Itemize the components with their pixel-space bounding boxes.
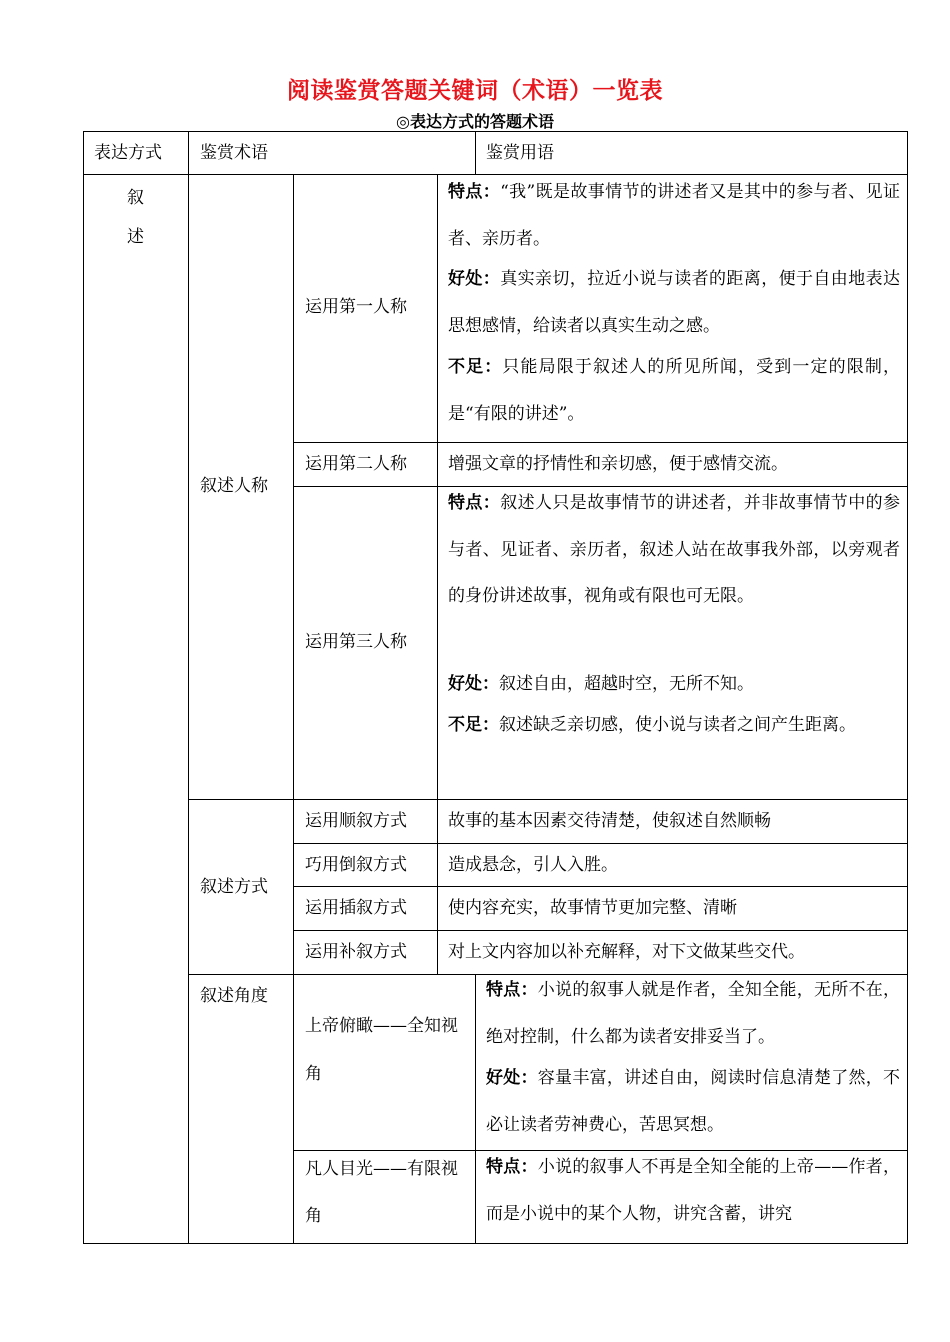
header-appreciation-term: 鉴赏术语 bbox=[200, 143, 268, 163]
group-label-narrative-method: 叙述方式 bbox=[200, 877, 268, 897]
group-label-narrative-angle: 叙述角度 bbox=[200, 986, 268, 1006]
header-appreciation-phrase: 鉴赏用语 bbox=[486, 143, 554, 163]
feature-key: 特点： bbox=[448, 182, 501, 202]
flashback-description: 造成悬念，引人入胜。 bbox=[448, 855, 618, 875]
drawback-key: 不足： bbox=[448, 715, 499, 735]
chronological-description: 故事的基本因素交待清楚，使叙述自然顺畅 bbox=[448, 811, 771, 831]
term-chronological: 运用顺叙方式 bbox=[305, 811, 407, 831]
drawback-key: 不足： bbox=[448, 357, 503, 377]
third-person-benefits: 好处：叙述自由，超越时空，无所不知。 bbox=[448, 674, 754, 694]
term-first-person: 运用第一人称 bbox=[305, 297, 407, 317]
feature-key: 特点： bbox=[486, 980, 538, 1000]
category-narration-char-2: 述 bbox=[127, 227, 144, 247]
first-person-drawbacks: 不足：只能局限于叙述人的所见所闻，受到一定的限制，是“有限的讲述”。 bbox=[448, 357, 900, 424]
benefit-key: 好处： bbox=[448, 269, 501, 289]
limited-view-features: 特点：小说的叙事人不再是全知全能的上帝——作者，而是小说中的某个人物，讲究含蓄，讲究 bbox=[486, 1157, 901, 1224]
term-interpolation: 运用插叙方式 bbox=[305, 898, 407, 918]
document-title: 阅读鉴赏答题关键词（术语）一览表 bbox=[287, 78, 663, 104]
term-third-person: 运用第三人称 bbox=[305, 632, 407, 652]
omniscient-benefits: 好处：容量丰富，讲述自由，阅读时信息清楚了然，不必让读者劳神费心，苦思冥想。 bbox=[486, 1068, 901, 1135]
header-expression-mode: 表达方式 bbox=[94, 143, 162, 163]
third-person-features: 特点：叙述人只是故事情节的讲述者，并非故事情节中的参与者、见证者、亲历者，叙述人站在故事我外部，以旁观者的身份讲述故事，视角或有限也可无限。 bbox=[448, 493, 901, 607]
section-subtitle: ◎表达方式的答题术语 bbox=[396, 112, 554, 131]
category-narration-char-1: 叙 bbox=[127, 188, 144, 208]
feature-key: 特点： bbox=[486, 1157, 538, 1177]
benefit-key: 好处： bbox=[448, 674, 499, 694]
third-person-drawbacks: 不足：叙述缺乏亲切感，使小说与读者之间产生距离。 bbox=[448, 715, 856, 735]
first-person-benefits: 好处：真实亲切，拉近小说与读者的距离，便于自由地表达思想感情，给读者以真实生动之感。 bbox=[448, 269, 901, 336]
term-second-person: 运用第二人称 bbox=[305, 454, 407, 474]
first-person-features: 特点：“我”既是故事情节的讲述者又是其中的参与者、见证者、亲历者。 bbox=[448, 182, 900, 249]
second-person-description: 增强文章的抒情性和亲切感，便于感情交流。 bbox=[448, 454, 788, 474]
group-label-narrative-person: 叙述人称 bbox=[200, 476, 268, 496]
omniscient-features: 特点：小说的叙事人就是作者，全知全能，无所不在，绝对控制，什么都为读者安排妥当了。 bbox=[486, 980, 901, 1047]
interpolation-description: 使内容充实，故事情节更加完整、清晰 bbox=[448, 898, 737, 918]
term-supplementary: 运用补叙方式 bbox=[305, 942, 407, 962]
feature-key: 特点： bbox=[448, 493, 501, 513]
benefit-key: 好处： bbox=[486, 1068, 538, 1088]
term-omniscient-view: 上帝俯瞰——全知视角 bbox=[305, 1016, 458, 1084]
term-limited-view: 凡人目光——有限视角 bbox=[305, 1159, 458, 1226]
supplementary-description: 对上文内容加以补充解释，对下文做某些交代。 bbox=[448, 942, 805, 962]
term-flashback: 巧用倒叙方式 bbox=[305, 855, 407, 875]
